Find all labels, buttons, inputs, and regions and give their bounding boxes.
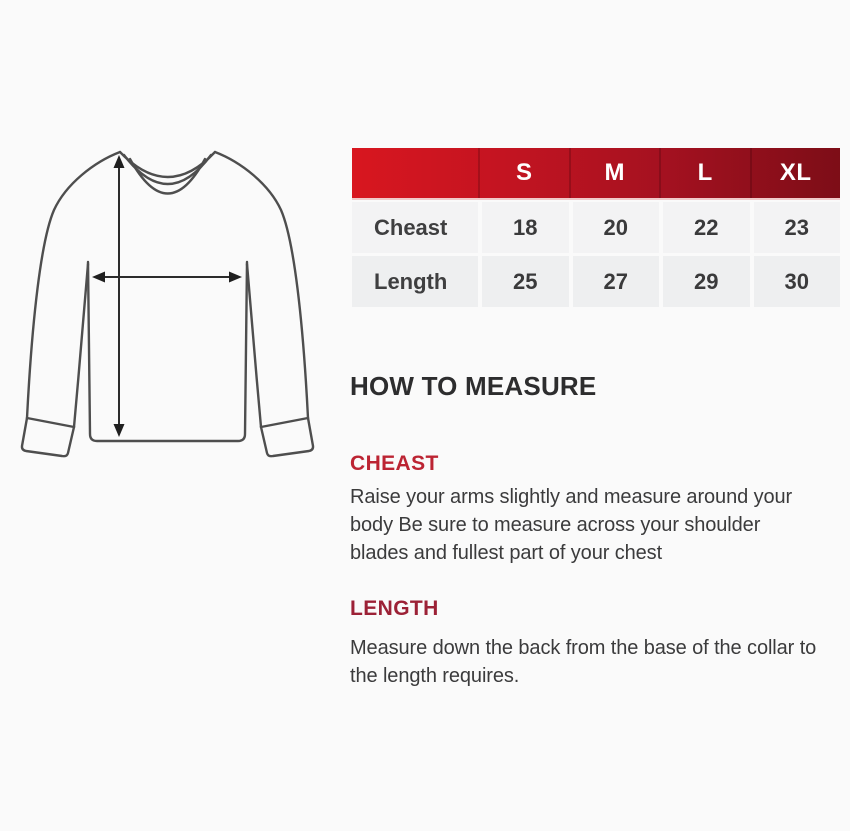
size-column-l: L xyxy=(659,148,750,198)
row-label-length: Length xyxy=(352,256,478,307)
shirt-outline xyxy=(22,152,313,456)
length-arrow-icon xyxy=(114,155,125,437)
cheast-s-value: 18 xyxy=(482,202,569,253)
cheast-section-heading: CHEAST xyxy=(350,452,439,475)
cheast-m-value: 20 xyxy=(573,202,660,253)
size-table-header-row xyxy=(352,148,840,200)
how-to-measure-title: HOW TO MEASURE xyxy=(350,371,597,401)
cheast-xl-value: 23 xyxy=(754,202,841,253)
row-label-cheast: Cheast xyxy=(352,202,478,253)
chest-arrow-icon xyxy=(92,272,242,283)
length-instructions: Measure down the back from the base of the collar to the length requires. xyxy=(350,637,817,687)
shirt-measurement-diagram xyxy=(18,140,338,470)
size-table-body xyxy=(352,202,840,307)
length-section-heading: LENGTH xyxy=(350,597,439,620)
cheast-l-value: 22 xyxy=(663,202,750,253)
cheast-instructions: Raise your arms slightly and measure around your body Be sure to measure across your shoulder blades and fullest part of your chest xyxy=(350,486,793,564)
length-m-value: 27 xyxy=(573,256,660,307)
table-row-length xyxy=(352,256,840,307)
length-l-value: 29 xyxy=(663,256,750,307)
size-table xyxy=(352,148,840,307)
size-column-s: S xyxy=(478,148,569,198)
size-column-xl: XL xyxy=(750,148,841,198)
length-xl-value: 30 xyxy=(754,256,841,307)
size-column-m: M xyxy=(569,148,660,198)
table-row-cheast xyxy=(352,202,840,253)
length-s-value: 25 xyxy=(482,256,569,307)
size-table-corner-cell xyxy=(352,148,478,198)
